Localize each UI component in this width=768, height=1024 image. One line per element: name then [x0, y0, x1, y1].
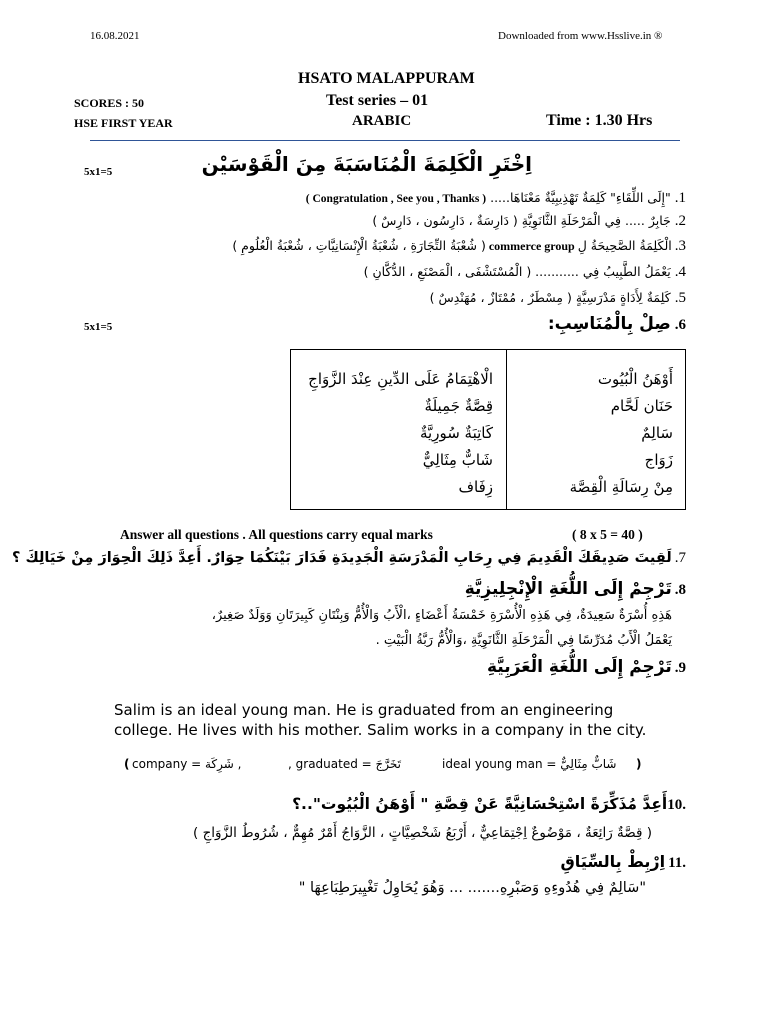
question-text: الْكَلِمَةُ الصَّحِيحَةُ لِ	[577, 238, 672, 253]
question-number: .7	[674, 550, 686, 566]
section1-marks: 5x1=5	[84, 166, 113, 178]
question-number: .4	[674, 264, 686, 280]
question-2	[372, 213, 686, 230]
question-number: 11.	[668, 855, 686, 871]
org-title: HSATO MALAPPURAM	[298, 70, 475, 87]
question-11	[561, 852, 687, 872]
question-3	[232, 238, 686, 255]
match-item: زِفَاف	[458, 478, 493, 496]
match-item: مِنْ رِسَالَةِ الْقِصَّة	[569, 478, 673, 496]
question-number: .5	[674, 290, 686, 306]
question-text: لَقِيتَ صَدِيقَكَ الْقَدِيمَ فِي رِحَابِ الْمَدْرَسَةِ الْجَدِيدَةِ فَدَارَ بَيْنَكُمَا حِوَارٌ. أَعِدَّ ذَلِكَ الْحِوَارَ مِنْ خَيَالِكَ ؟	[12, 550, 672, 566]
hint-company: company = شَرِكَة ,	[132, 757, 242, 771]
hint-graduated: تَخَرَّجَ = graduated ,	[288, 757, 401, 771]
table-divider	[506, 350, 507, 509]
question-5	[430, 290, 686, 307]
subject-text: ARABIC	[352, 113, 412, 129]
hint-open-paren: (	[124, 757, 130, 771]
date-text: 16.08.2021	[90, 30, 140, 42]
source-text: Downloaded from www.Hsslive.in ®	[498, 30, 663, 42]
match-item: زَوَاج	[644, 451, 673, 469]
question-text: تَرْجِمْ إِلَى اللُّغَةِ الْعَرَبِيَّةِ	[486, 657, 672, 677]
question-number: .1	[674, 190, 686, 206]
match-item: حَنَان لَحَّام	[610, 397, 673, 415]
column-a	[519, 370, 673, 505]
question-8	[465, 579, 686, 599]
question-text: كَلِمَةٌ لِأَدَاةٍ مَدْرَسِيَّةٍ ( مِسْطَرٌ ، مُمْتَازٌ ، مُهَنْدِسٌ )	[429, 290, 671, 305]
test-series-title: Test series – 01	[326, 92, 429, 109]
time-text: Time : 1.30 Hrs	[546, 112, 653, 129]
match-item: الْاهْتِمَامُ عَلَى الدِّينِ عِنْدَ الزَّوَاجِ	[308, 370, 493, 388]
section2-marks: 5x1=5	[84, 321, 113, 333]
matching-table	[290, 349, 686, 510]
question-number: .3	[674, 238, 686, 254]
q8-passage-line-1: هَذِهِ أُسْرَةٌ سَعِيدَةٌ، فِي هَذِهِ الْأُسْرَةِ خَمْسَةُ أَعْضَاءٍ ،الْأَبُ وَالْأُمُّ وَبِنْتَانِ كَبِيرَتَانِ وَوَلَدٌ صَغِيرٌ،	[211, 608, 672, 623]
question-number: .9	[674, 660, 686, 676]
section1-instruction: اِخْتَرِ الْكَلِمَةَ الْمُنَاسَبَةَ مِنَ الْقَوْسَيْن	[201, 152, 532, 176]
section3-marks: ( 8 x 5 = 40 )	[572, 527, 643, 542]
question-6	[548, 314, 686, 334]
hint-ideal: شَابٌّ مِثَالِيٌّ = ideal young man	[442, 757, 617, 771]
match-item: شَابٌّ مِثَالِيٌّ	[422, 451, 493, 469]
question-text: اِرْبِطْ بِالسِّيَاقِ	[560, 852, 666, 871]
question-number: .6	[674, 317, 686, 333]
class-text: HSE FIRST YEAR	[74, 116, 173, 130]
header-divider	[90, 140, 680, 141]
question-10	[292, 795, 686, 814]
question-number: .8	[674, 582, 686, 598]
question-number: .2	[674, 213, 686, 229]
match-item: أَوْهَنُ الْبُيُوت	[597, 370, 673, 388]
question-english-term: commerce group	[488, 239, 575, 253]
question-1	[306, 190, 686, 207]
question-text: أَعِدَّ مُذَكِّرَةً اسْتِحْسَانِيَّةً عَنْ قِصَّةِ " أَوْهَنُ الْبُيُوت"..؟	[292, 795, 668, 813]
question-9	[487, 657, 686, 677]
q10-hints: ( قِصَّةٌ رَائِعَةٌ ، مَوْضُوعٌ اِجْتِمَاعِيٌّ ، أَرْبَعُ شَخْصِيَّاتٍ ، الزَّوَاجُ أَمْرٌ مُهِمٌّ ، شُرُوطُ الزَّوَاجِ )	[193, 825, 652, 841]
q8-passage-line-2: يَعْمَلُ الْأَبُ مُدَرِّسًا فِي الْمَرْحَلَةِ الثَّانَوِيَّةِ ،وَالْأُمُّ رَبَّةُ الْبَيْتِ .	[375, 633, 672, 648]
column-b	[305, 370, 493, 505]
question-text: تَرْجِمْ إِلَى اللُّغَةِ الْإِنْجِلِيزِيَّةِ	[464, 579, 672, 599]
match-item: قِصَّةٌ جَمِيلَةٌ	[424, 397, 493, 415]
hint-close-paren: )	[636, 757, 642, 771]
question-text: جَابِرٌ ..... فِي الْمَرْحَلَةِ الثَّانَوِيَّةِ ( دَارِسَةٌ ، دَارِسُون ، دَارِسٌ )	[372, 213, 671, 228]
question-text: "إِلَى اللِّقَاءِ" كَلِمَةٌ تَهْذِيبِيَّةٌ مَعْنَاهَا.....	[490, 190, 671, 205]
match-item: سَالِمٌ	[641, 424, 673, 442]
q9-passage-line-2: college. He lives with his mother. Salim works in a company in the city.	[114, 721, 647, 739]
question-options: ( Congratulation , See you , Thanks )	[305, 193, 487, 205]
question-7	[12, 550, 686, 567]
q11-quote: "سَالِمٌ فِي هُدُوءِهِ وَصَبْرِهِ....... ... وَهُوَ يُحَاوِلُ تَغْيِيرَطِبَاعِهَا "	[298, 880, 646, 896]
q9-passage-line-1: Salim is an ideal young man. He is graduated from an engineering	[114, 701, 614, 719]
match-item: كَاتِبَةٌ سُورِيَّةٌ	[419, 424, 493, 442]
question-options: ( شُعْبَةُ التِّجَارَةِ ، شُعْبَةُ الْإِنْسَانِيَّاتِ ، شُعْبَةُ الْعُلُومِ )	[232, 238, 486, 253]
question-text: صِلْ بِالْمُنَاسِبِ:	[547, 314, 671, 334]
question-4	[364, 264, 686, 281]
section3-instruction: Answer all questions . All questions carry equal marks	[120, 527, 433, 542]
question-number: 10.	[667, 797, 686, 813]
scores-text: SCORES : 50	[74, 96, 145, 110]
question-text: يَعْمَلُ الطَّبِيبُ فِي ........... ( الْمُسْتَشْفَى ، الْمَصْنَعِ ، الدُّكَّانِ )	[363, 264, 671, 279]
